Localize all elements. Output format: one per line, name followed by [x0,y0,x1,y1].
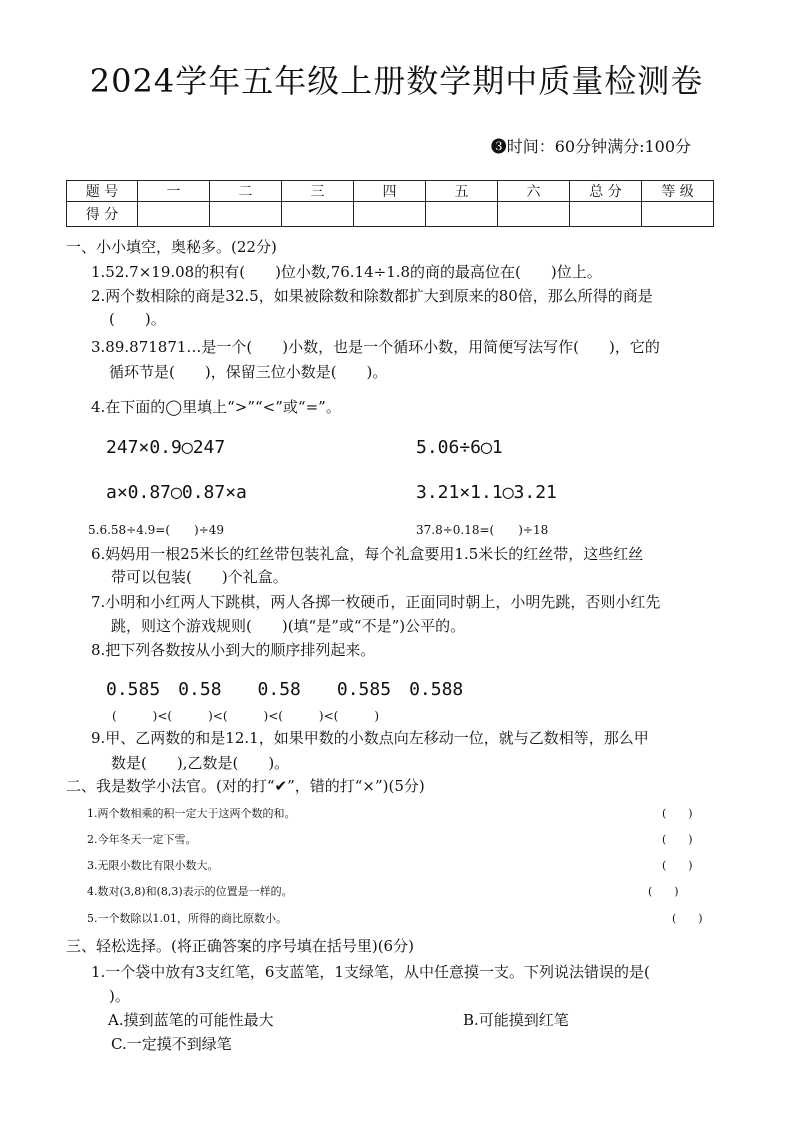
score-entry-cell[interactable] [498,202,570,227]
score-table-cell: 一 [138,181,210,202]
score-entry-cell[interactable] [282,202,354,227]
judge-item: 3.无限小数比有限小数大。 [87,859,219,872]
answer-blank[interactable]: ( ) [648,885,679,898]
section1-heading: 一、小小填空，奥秘多。(22分) [66,238,277,256]
question-text: 跳，则这个游戏规则( )(填“是”或“不是”)公平的。 [111,617,466,635]
score-entry-cell[interactable] [570,202,642,227]
score-entry-cell[interactable] [426,202,498,227]
question-text: 3.89.871871…是一个( )小数，也是一个循环小数，用简便写法写作( )，它的 [91,338,660,356]
score-entry-cell[interactable] [354,202,426,227]
question-text: ( )。 [109,310,166,328]
judge-item: 4.数对(3,8)和(8,3)表示的位置是一样的。 [87,885,293,898]
question-text: 6.妈妈用一根25米长的红丝带包装礼盒，每个礼盒要用1.5米长的红丝带，这些红丝 [91,545,644,563]
compare-item: 3.21×1.1◯3.21 [416,482,557,503]
question-text: 9.甲、乙两数的和是12.1，如果甲数的小数点向左移动一位，就与乙数相等，那么甲 [91,729,649,747]
question-text: 1.52.7×19.08的积有( )位小数,76.14÷1.8的商的最高位在( )位上。 [91,263,602,281]
score-table-cell: 三 [282,181,354,202]
compare-item: a×0.87◯0.87×a [106,482,247,503]
answer-blank[interactable]: ( ) [662,807,693,820]
score-table-cell: 等 级 [642,181,714,202]
ordering-blanks: ( )<( )<( )<( )<( ) [112,709,380,723]
score-table-cell: 四 [354,181,426,202]
question-text: 37.8÷0.18=( )÷18 [416,523,549,537]
question-text: )。 [109,987,130,1005]
question-text: 数是( ),乙数是( )。 [111,754,290,772]
judge-item: 1.两个数相乘的积一定大于这两个数的和。 [87,807,296,820]
judge-item: 2.今年冬天一定下雪。 [87,833,197,846]
score-table-cell: 二 [210,181,282,202]
score-table-header-row [67,181,714,202]
score-table-score-row [67,202,714,227]
question-text: 8.把下列各数按从小到大的顺序排列起来。 [91,641,376,659]
option-a: A.摸到蓝笔的可能性最大 [108,1011,274,1029]
score-table-cell: 总 分 [570,181,642,202]
question-text: 7.小明和小红两人下跳棋，两人各掷一枚硬币，正面同时朝上，小明先跳，否则小红先 [91,593,661,611]
question-text: 5.6.58÷4.9=( )÷49 [88,523,225,537]
page-title: 2024学年五年级上册数学期中质量检测卷 [89,62,704,100]
exam-time-score-info: ❸时间：60分钟满分:100分 [490,137,691,156]
answer-blank[interactable]: ( ) [662,833,693,846]
judge-item: 5.一个数除以1.01，所得的商比原数小。 [87,912,287,925]
score-entry-cell[interactable] [642,202,714,227]
option-b: B.可能摸到红笔 [463,1011,569,1029]
section3-heading: 三、轻松选择。(将正确答案的序号填在括号里)(6分) [66,937,414,955]
question-text: 2.两个数相除的商是32.5，如果被除数和除数都扩大到原来的80倍，那么所得的商是 [91,287,653,305]
answer-blank[interactable]: ( ) [672,912,703,925]
question-text: 1.一个袋中放有3支红笔，6支蓝笔，1支绿笔，从中任意摸一支。下列说法错误的是( [91,963,650,981]
score-entry-cell[interactable] [138,202,210,227]
compare-item: 247×0.9◯247 [106,437,226,458]
section2-heading: 二、我是数学小法官。(对的打“✔”，错的打“×”)(5分) [66,777,425,795]
answer-blank[interactable]: ( ) [662,859,693,872]
question-text: 4.在下面的◯里填上“>”“<”或“=”。 [91,398,341,416]
score-table-cell: 五 [426,181,498,202]
score-table [66,180,714,227]
compare-item: 5.06÷6◯1 [416,437,503,458]
question-text: 循环节是( )，保留三位小数是( )。 [109,363,388,381]
score-table-cell: 得 分 [67,202,138,227]
ordering-numbers: 0.585 0.58 0.58 0.585 0.588 [106,679,464,700]
score-entry-cell[interactable] [210,202,282,227]
score-table-cell: 题 号 [67,181,138,202]
question-text: 带可以包装( )个礼盒。 [111,568,288,586]
score-table-cell: 六 [498,181,570,202]
option-c: C.一定摸不到绿笔 [111,1035,232,1053]
